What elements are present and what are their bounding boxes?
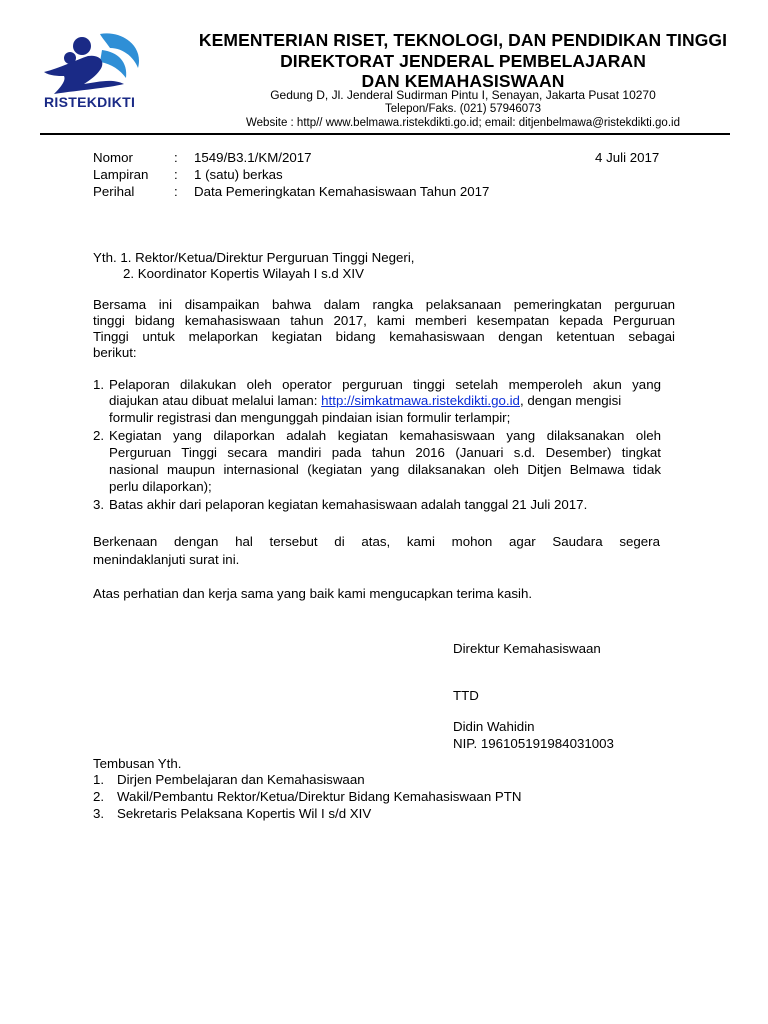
intro-line-4: berikut: [93, 345, 137, 360]
item-number-3: 3. [93, 497, 105, 512]
simkatmawa-link[interactable]: http://simkatmawa.ristekdikti.go.id [321, 393, 520, 408]
nomor-value: 1549/B3.1/KM/2017 [194, 150, 312, 165]
tembusan-item-3: Sekretaris Pelaksana Kopertis Wil I s/d XIV [117, 806, 372, 821]
item-2-line-3: nasional maupun internasional (kegiatan yang dilaksanakan oleh Ditjen Belmawa tidak [109, 462, 661, 477]
lampiran-label: Lampiran [93, 167, 149, 182]
item-number-1: 1. [93, 377, 105, 392]
tembusan-item-2: Wakil/Pembantu Rektor/Ketua/Direktur Bidang Kemahasiswaan PTN [117, 789, 522, 804]
lampiran-colon: : [174, 167, 178, 182]
letterhead-divider [40, 133, 730, 135]
closing-line-2: menindaklanjuti surat ini. [93, 552, 240, 567]
tembusan-number-2: 2. [93, 789, 105, 804]
closing-thanks: Atas perhatian dan kerja sama yang baik kami mengucapkan terima kasih. [93, 586, 533, 601]
perihal-value: Data Pemeringkatan Kemahasiswaan Tahun 2017 [194, 184, 490, 199]
intro-line-2: tinggi bidang kemahasiswaan tahun 2017, kami memberi kesempatan kepada Perguruan [93, 313, 675, 328]
letter-date: 4 Juli 2017 [595, 150, 660, 165]
item-2-line-4: perlu dilaporkan); [109, 479, 212, 494]
perihal-label: Perihal [93, 184, 135, 199]
signatory-nip: NIP. 196105191984031003 [453, 736, 614, 751]
nomor-label: Nomor [93, 150, 133, 165]
tembusan-item-1: Dirjen Pembelajaran dan Kemahasiswaan [117, 772, 365, 787]
office-website: Website : http// www.belmawa.ristekdikti.go.id; email: ditjenbelmawa@ristekdikti.go.id [246, 117, 680, 129]
signature-ttd: TTD [453, 688, 479, 703]
directorate-name: DIREKTORAT JENDERAL PEMBELAJARAN [280, 51, 646, 71]
item-number-2: 2. [93, 428, 105, 443]
item-1-text-before-link: diajukan atau dibuat melalui laman: [109, 393, 322, 408]
item-3-line-1: Batas akhir dari pelaporan kegiatan kemahasiswaan adalah tanggal 21 Juli 2017. [109, 497, 588, 512]
ristekdikti-logo [40, 28, 152, 114]
office-address: Gedung D, Jl. Jenderal Sudirman Pintu I, Senayan, Jakarta Pusat 10270 [270, 88, 656, 102]
addressee-line-2: 2. Koordinator Kopertis Wilayah I s.d XIV [123, 266, 364, 281]
nomor-colon: : [174, 150, 178, 165]
intro-line-1: Bersama ini disampaikan bahwa dalam rangka pelaksanaan pemeringkatan perguruan [93, 297, 675, 312]
perihal-colon: : [174, 184, 178, 199]
item-1-line-1: Pelaporan dilakukan oleh operator perguruan tinggi setelah memperoleh akun yang [109, 377, 661, 392]
closing-line-1: Berkenaan dengan hal tersebut di atas, kami mohon agar Saudara segera [93, 534, 660, 549]
item-1-line-3: formulir registrasi dan mengunggah pindaian isian formulir terlampir; [109, 410, 511, 425]
lampiran-value: 1 (satu) berkas [194, 167, 283, 182]
item-2-line-2: Perguruan Tinggi secara mandiri pada tahun 2016 (Januari s.d. Desember) tingkat [109, 445, 661, 460]
logo-text: RISTEKDIKTI [44, 94, 136, 110]
directorate-name-2: DAN KEMAHASISWAAN [361, 71, 565, 91]
tembusan-number-1: 1. [93, 772, 105, 787]
item-2-line-1: Kegiatan yang dilaporkan adalah kegiatan kemahasiswaan yang dilaksanakan oleh [109, 428, 661, 443]
item-1-text-after-link: , dengan mengisi [519, 393, 622, 408]
intro-line-3: Tinggi untuk melaporkan kegiatan bidang kemahasiswaan dengan ketentuan sebagai [93, 329, 675, 344]
ministry-name: KEMENTERIAN RISET, TEKNOLOGI, DAN PENDIDIKAN TINGGI [198, 30, 728, 50]
tembusan-number-3: 3. [93, 806, 105, 821]
tembusan-heading: Tembusan Yth. [93, 756, 182, 771]
signatory-title: Direktur Kemahasiswaan [453, 641, 601, 656]
addressee-line-1: Yth. 1. Rektor/Ketua/Direktur Perguruan Tinggi Negeri, [93, 250, 415, 265]
office-phone: Telepon/Faks. (021) 57946073 [385, 103, 541, 115]
item-1-line-2 [109, 393, 661, 410]
signatory-name: Didin Wahidin [453, 719, 535, 734]
